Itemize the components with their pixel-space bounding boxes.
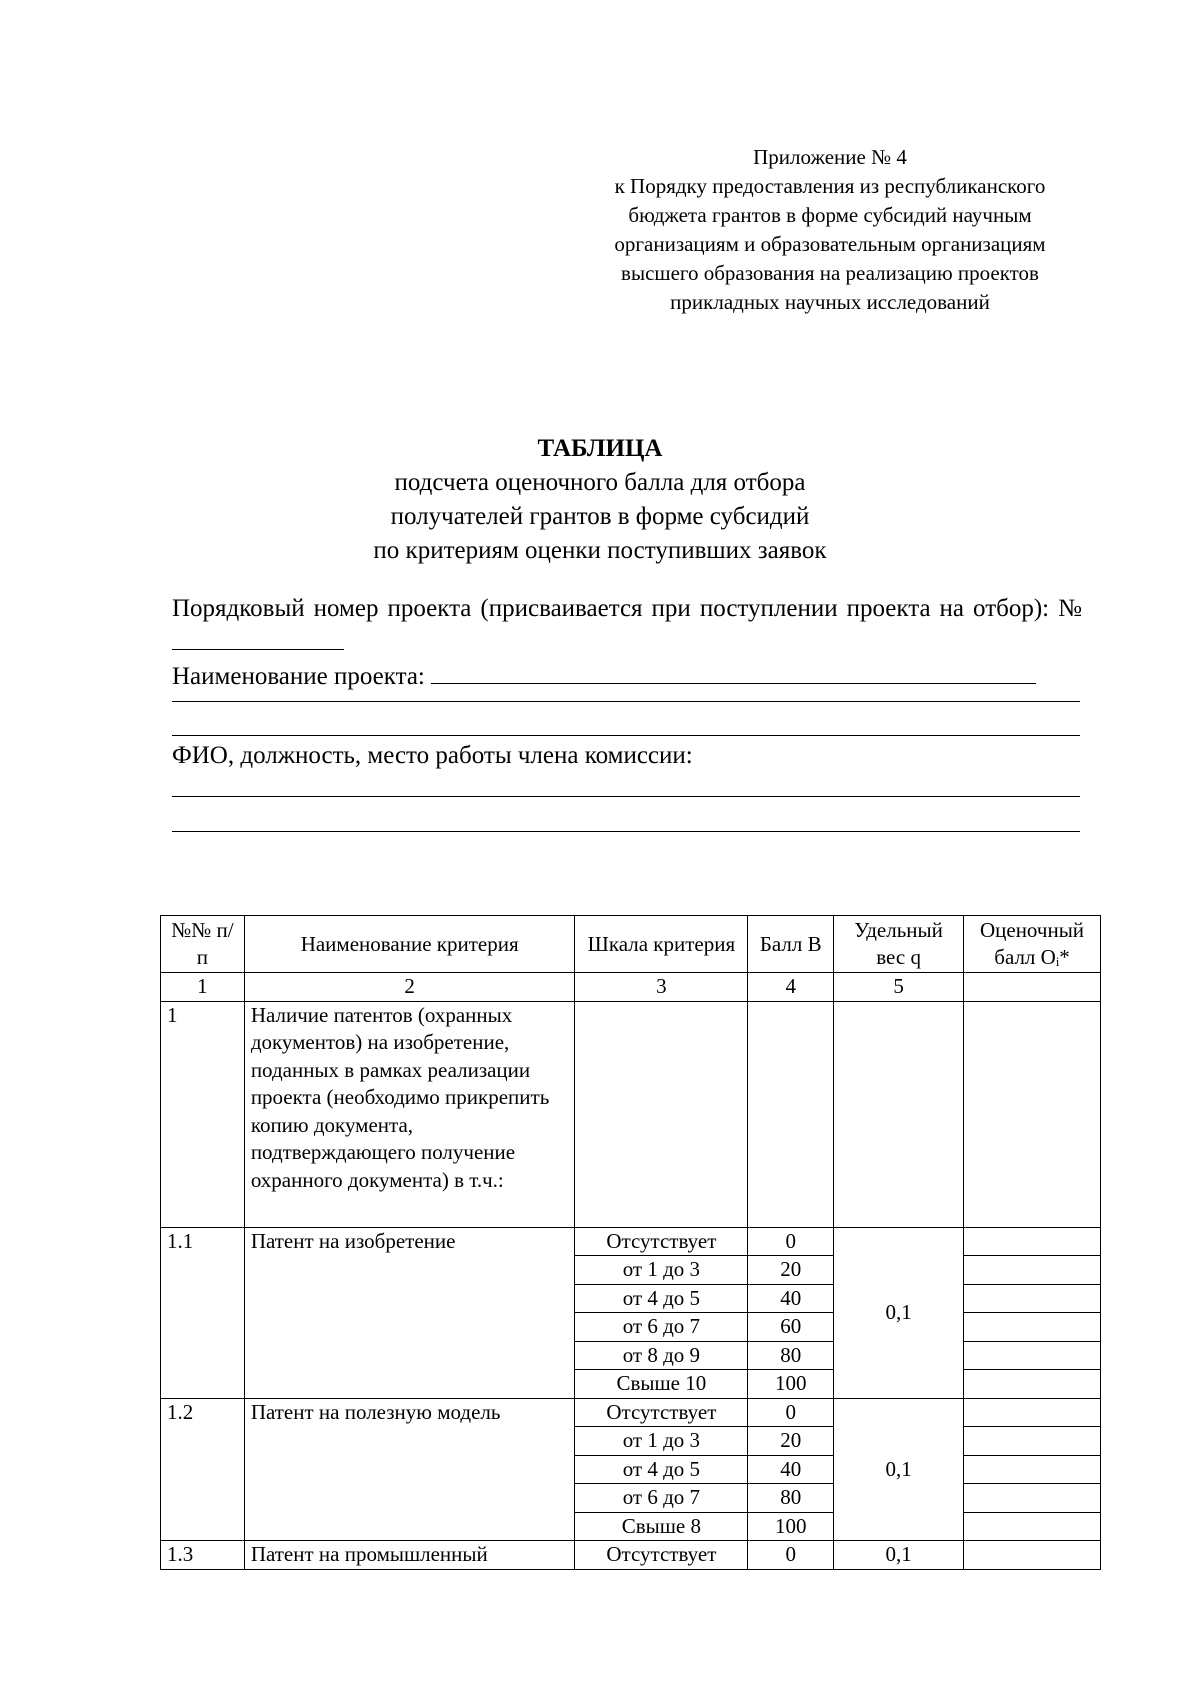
header-estimated-score: Оценочный балл Oᵢ* <box>964 916 1101 973</box>
row-number: 1.1 <box>161 1227 245 1398</box>
appendix-line: бюджета грантов в форме субсидий научным <box>628 203 1032 227</box>
table-row <box>161 1541 1101 1570</box>
column-number: 3 <box>575 973 748 1002</box>
score-cell <box>748 1001 834 1227</box>
scale-cell: от 4 до 5 <box>575 1455 748 1484</box>
scale-cell: от 8 до 9 <box>575 1341 748 1370</box>
criterion-name: Наличие патентов (охранных документов) на изобретение, поданных в рамках реализации проекта (необходимо прикрепить копию документа, подтверждающего получение охранного документа) в т.ч.: <box>244 1001 575 1227</box>
header-num: №№ п/п <box>161 916 245 973</box>
criterion-name: Патент на полезную модель <box>244 1398 575 1541</box>
score-cell: 40 <box>748 1284 834 1313</box>
commission-member-line[interactable] <box>172 830 1080 832</box>
row-number: 1.2 <box>161 1398 245 1541</box>
scale-cell: от 1 до 3 <box>575 1427 748 1456</box>
row-number: 1 <box>161 1001 245 1227</box>
score-cell: 100 <box>748 1512 834 1541</box>
header-criterion-name: Наименование критерия <box>244 916 575 973</box>
estimated-score-cell[interactable] <box>964 1512 1101 1541</box>
row-number: 1.3 <box>161 1541 245 1570</box>
score-cell: 0 <box>748 1227 834 1256</box>
weight-cell: 0,1 <box>834 1227 964 1398</box>
project-name-blank[interactable] <box>431 661 1036 684</box>
estimated-score-cell[interactable] <box>964 1427 1101 1456</box>
criteria-table <box>160 915 1101 1570</box>
project-name-label: Наименование проекта: <box>172 663 425 690</box>
column-number: 5 <box>834 973 964 1002</box>
header-weight: Удельный вес q <box>834 916 964 973</box>
scale-cell: от 1 до 3 <box>575 1256 748 1285</box>
table-row <box>161 1398 1101 1427</box>
document-title <box>0 432 1200 568</box>
project-name-line[interactable] <box>172 700 1080 702</box>
scale-cell: от 6 до 7 <box>575 1484 748 1513</box>
title-sub: по критериям оценки поступивших заявок <box>373 537 827 564</box>
score-cell: 20 <box>748 1256 834 1285</box>
score-cell: 20 <box>748 1427 834 1456</box>
estimated-score-cell[interactable] <box>964 1398 1101 1427</box>
score-cell: 40 <box>748 1455 834 1484</box>
commission-member-line[interactable] <box>172 795 1080 797</box>
title-sub: получателей грантов в форме субсидий <box>390 503 810 530</box>
project-name-field <box>172 660 1082 694</box>
score-cell: 0 <box>748 1398 834 1427</box>
commission-member-field <box>172 739 1082 773</box>
title-main: ТАБЛИЦА <box>537 435 663 462</box>
appendix-line: организациям и образовательным организациям <box>614 232 1046 256</box>
scale-cell: Отсутствует <box>575 1398 748 1427</box>
appendix-line: прикладных научных исследований <box>670 290 990 314</box>
column-number: 2 <box>244 973 575 1002</box>
scale-cell: Отсутствует <box>575 1541 748 1570</box>
criterion-name: Патент на изобретение <box>244 1227 575 1398</box>
table-row <box>161 1001 1101 1227</box>
scale-cell <box>575 1001 748 1227</box>
scale-cell: от 4 до 5 <box>575 1284 748 1313</box>
column-number: 4 <box>748 973 834 1002</box>
project-form <box>172 592 1082 832</box>
appendix-line: к Порядку предоставления из республиканского <box>614 174 1046 198</box>
estimated-score-cell[interactable] <box>964 1341 1101 1370</box>
score-cell: 100 <box>748 1370 834 1399</box>
column-number: 1 <box>161 973 245 1002</box>
column-number <box>964 973 1101 1002</box>
serial-number-label: Порядковый номер проекта (присваивается при поступлении проекта на отбор): № <box>172 595 1082 622</box>
title-sub: подсчета оценочного балла для отбора <box>394 469 806 496</box>
score-cell: 80 <box>748 1484 834 1513</box>
estimated-score-cell[interactable] <box>964 1313 1101 1342</box>
score-cell: 60 <box>748 1313 834 1342</box>
table-header-row <box>161 916 1101 973</box>
table-row <box>161 1227 1101 1256</box>
project-name-line[interactable] <box>172 734 1080 736</box>
estimated-score-cell[interactable] <box>964 1484 1101 1513</box>
scale-cell: Свыше 10 <box>575 1370 748 1399</box>
appendix-line: высшего образования на реализацию проектов <box>621 261 1039 285</box>
serial-number-field <box>172 592 1082 660</box>
header-scale: Шкала критерия <box>575 916 748 973</box>
column-number-row <box>161 973 1101 1002</box>
appendix-line: Приложение № 4 <box>753 145 907 169</box>
estimated-score-cell[interactable] <box>964 1455 1101 1484</box>
appendix-header <box>560 143 1100 317</box>
scale-cell: от 6 до 7 <box>575 1313 748 1342</box>
score-cell: 0 <box>748 1541 834 1570</box>
estimated-score-cell[interactable] <box>964 1541 1101 1570</box>
serial-number-blank[interactable] <box>172 627 344 650</box>
score-cell: 80 <box>748 1341 834 1370</box>
scale-cell: Свыше 8 <box>575 1512 748 1541</box>
weight-cell <box>834 1001 964 1227</box>
estimated-score-cell[interactable] <box>964 1227 1101 1256</box>
scale-cell: Отсутствует <box>575 1227 748 1256</box>
estimated-score-cell[interactable] <box>964 1370 1101 1399</box>
estimated-score-cell[interactable] <box>964 1256 1101 1285</box>
commission-member-label: ФИО, должность, место работы члена комиссии: <box>172 742 693 769</box>
weight-cell: 0,1 <box>834 1398 964 1541</box>
estimated-score-cell[interactable] <box>964 1001 1101 1227</box>
criterion-name: Патент на промышленный <box>244 1541 575 1570</box>
weight-cell: 0,1 <box>834 1541 964 1570</box>
header-score: Балл B <box>748 916 834 973</box>
estimated-score-cell[interactable] <box>964 1284 1101 1313</box>
